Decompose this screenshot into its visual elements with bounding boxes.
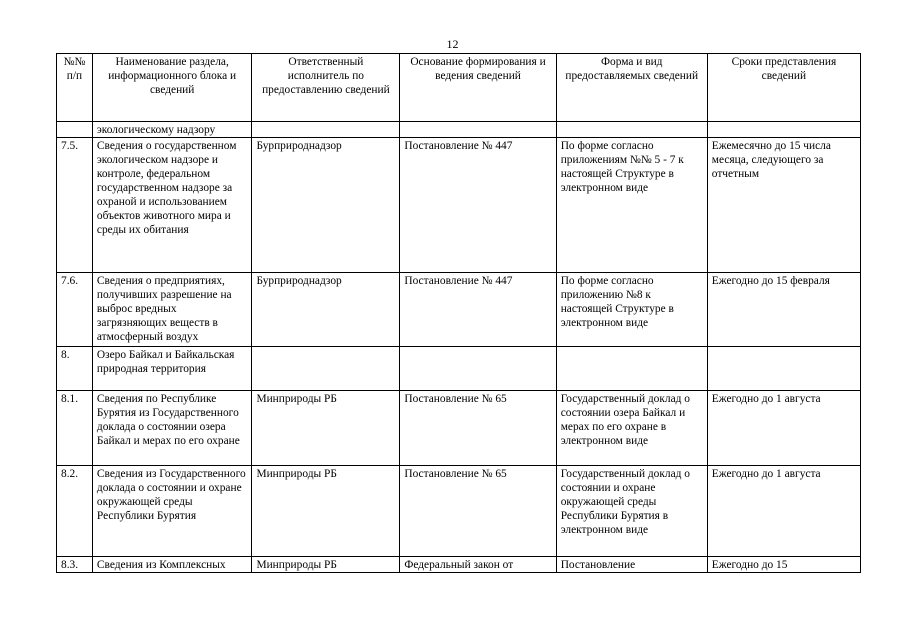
cell-basis xyxy=(400,347,556,391)
cell-responsible xyxy=(252,122,400,138)
cell-term: Ежегодно до 15 xyxy=(707,557,860,573)
cell-number: 8. xyxy=(57,347,93,391)
cell-basis: Федеральный закон от xyxy=(400,557,556,573)
cell-basis: Постановление № 447 xyxy=(400,138,556,273)
cell-term: Ежегодно до 1 августа xyxy=(707,391,860,466)
cell-term xyxy=(707,347,860,391)
cell-name: Сведения о государственном экологическом надзоре и контроле, федеральном государственном надзоре за охраной и использованием объектов животного мира и среды их обитания xyxy=(92,138,252,273)
cell-number xyxy=(57,122,93,138)
cell-name: Сведения по Республике Бурятия из Государственного доклада о состоянии озера Байкал и мерах по его охране xyxy=(92,391,252,466)
cell-responsible: Бурприроднадзор xyxy=(252,273,400,347)
cell-form: Государственный доклад о состоянии озера Байкал и мерах по его охране в электронном виде xyxy=(556,391,707,466)
column-header-name: Наименование раздела, информационного блока и сведений xyxy=(92,54,252,122)
cell-number: 7.6. xyxy=(57,273,93,347)
table-row xyxy=(57,391,861,466)
cell-basis: Постановление № 65 xyxy=(400,466,556,557)
cell-basis: Постановление № 447 xyxy=(400,273,556,347)
column-header-form: Форма и вид предоставляемых сведений xyxy=(556,54,707,122)
column-header-responsible: Ответственный исполнитель по предоставлению сведений xyxy=(252,54,400,122)
cell-term: Ежегодно до 1 августа xyxy=(707,466,860,557)
cell-form: Государственный доклад о состоянии и охране окружающей среды Республики Бурятия в электронном виде xyxy=(556,466,707,557)
column-header-term: Сроки представления сведений xyxy=(707,54,860,122)
cell-name: экологическому надзору xyxy=(92,122,252,138)
table-row xyxy=(57,347,861,391)
cell-responsible: Минприроды РБ xyxy=(252,557,400,573)
cell-form: Постановление xyxy=(556,557,707,573)
cell-term: Ежегодно до 15 февраля xyxy=(707,273,860,347)
cell-responsible: Минприроды РБ xyxy=(252,391,400,466)
cell-name: Сведения о предприятиях, получивших разрешение на выброс вредных загрязняющих веществ в атмосферный воздух xyxy=(92,273,252,347)
cell-form: По форме согласно приложению №8 к настоящей Структуре в электронном виде xyxy=(556,273,707,347)
cell-number: 8.1. xyxy=(57,391,93,466)
table-row xyxy=(57,466,861,557)
cell-form xyxy=(556,347,707,391)
cell-name: Сведения из Государственного доклада о состоянии и охране окружающей среды Республики Бурятия xyxy=(92,466,252,557)
column-header-basis: Основание формирования и ведения сведений xyxy=(400,54,556,122)
data-table xyxy=(56,53,861,573)
cell-term: Ежемесячно до 15 числа месяца, следующего за отчетным xyxy=(707,138,860,273)
table-row xyxy=(57,122,861,138)
cell-responsible: Бурприроднадзор xyxy=(252,138,400,273)
cell-basis xyxy=(400,122,556,138)
cell-form xyxy=(556,122,707,138)
cell-number: 8.2. xyxy=(57,466,93,557)
cell-form: По форме согласно приложениям №№ 5 - 7 к настоящей Структуре в электронном виде xyxy=(556,138,707,273)
table-header-row xyxy=(57,54,861,122)
table-row xyxy=(57,273,861,347)
page-number: 12 xyxy=(446,37,459,51)
table-row xyxy=(57,138,861,273)
cell-name: Озеро Байкал и Байкальская природная территория xyxy=(92,347,252,391)
cell-responsible xyxy=(252,347,400,391)
cell-number: 7.5. xyxy=(57,138,93,273)
cell-responsible: Минприроды РБ xyxy=(252,466,400,557)
cell-basis: Постановление № 65 xyxy=(400,391,556,466)
cell-term xyxy=(707,122,860,138)
table-row xyxy=(57,557,861,573)
cell-number: 8.3. xyxy=(57,557,93,573)
column-header-number: №№ п/п xyxy=(57,54,93,122)
cell-name: Сведения из Комплексных xyxy=(92,557,252,573)
